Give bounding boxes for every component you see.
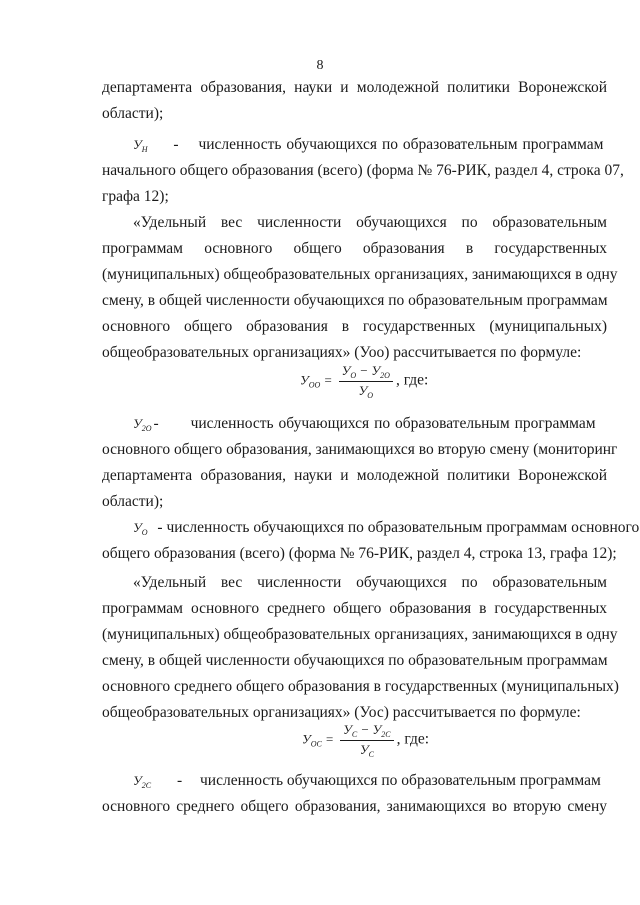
definition-line: $У_{2С}$ - численность обучающихся по образовательным программам xyxy=(133,771,607,796)
text-line: (муниципальных) общеобразовательных организациях, занимающихся в одну xyxy=(102,626,618,643)
fraction: $\frac{У_С - У_{2С}}{У_С}$ xyxy=(340,722,393,759)
formula-uoo: $У_{ОО}$ = $\frac{У_О - У_{2О}}{У_О}$ , где: xyxy=(300,363,429,400)
symbol: $У_Н$ xyxy=(133,137,148,154)
text-line: начального общего образования (всего) (форма № 76-РИК, раздел 4, строка 07, xyxy=(102,162,624,179)
text-line: смену, в общей численности обучающихся по образовательным программам xyxy=(102,652,608,669)
text-line: «Удельный вес численности обучающихся по образовательным xyxy=(133,574,607,591)
text-line: области); xyxy=(102,105,164,122)
text-line: смену, в общей численности обучающихся по образовательным программам xyxy=(102,292,608,309)
definition-line: $У_Н$ - численность обучающихся по образовательным программам xyxy=(133,135,607,160)
formula-uos: $У_{ОС}$ = $\frac{У_С - У_{2С}}{У_С}$ , где: xyxy=(302,722,430,759)
symbol: $У_О$ xyxy=(133,520,148,537)
text-line: департамента образования, науки и молодежной политики Воронежской xyxy=(102,467,607,484)
symbol: $У_{2С}$ xyxy=(133,773,152,790)
text-line: основного среднего общего образования, занимающихся во вторую смену xyxy=(102,798,607,815)
definition-line: $У_{2О}$ - численность обучающихся по образовательным программам xyxy=(133,414,607,439)
fraction: $\frac{У_О - У_{2О}}{У_О}$ xyxy=(339,363,393,400)
text-line: программам основного среднего общего образования в государственных xyxy=(102,600,607,617)
text-line: графа 12); xyxy=(102,188,169,205)
symbol: $У_{2О}$ xyxy=(133,416,152,433)
definition-line: $У_О$ - численность обучающихся по образовательным программам основного xyxy=(133,518,607,543)
text-line: основного общего образования, занимающихся во вторую смену (мониторинг xyxy=(102,441,618,458)
page-number: 8 xyxy=(316,58,324,73)
text-line: программам основного общего образования в государственных xyxy=(102,240,607,257)
text-line: общеобразовательных организациях» (Уоо) рассчитывается по формуле: xyxy=(102,344,582,361)
text-line: общего образования (всего) (форма № 76-РИК, раздел 4, строка 13, графа 12); xyxy=(102,545,617,562)
text-line: департамента образования, науки и молодежной политики Воронежской xyxy=(102,79,607,96)
text-line: общеобразовательных организациях» (Уос) рассчитывается по формуле: xyxy=(102,704,581,721)
text-line: «Удельный вес численности обучающихся по образовательным xyxy=(133,214,607,231)
text-line: основного общего образования в государственных (муниципальных) xyxy=(102,318,607,335)
text-line: (муниципальных) общеобразовательных организациях, занимающихся в одну xyxy=(102,266,618,283)
text-line: основного среднего общего образования в государственных (муниципальных) xyxy=(102,678,619,695)
text-line: области); xyxy=(102,493,164,510)
